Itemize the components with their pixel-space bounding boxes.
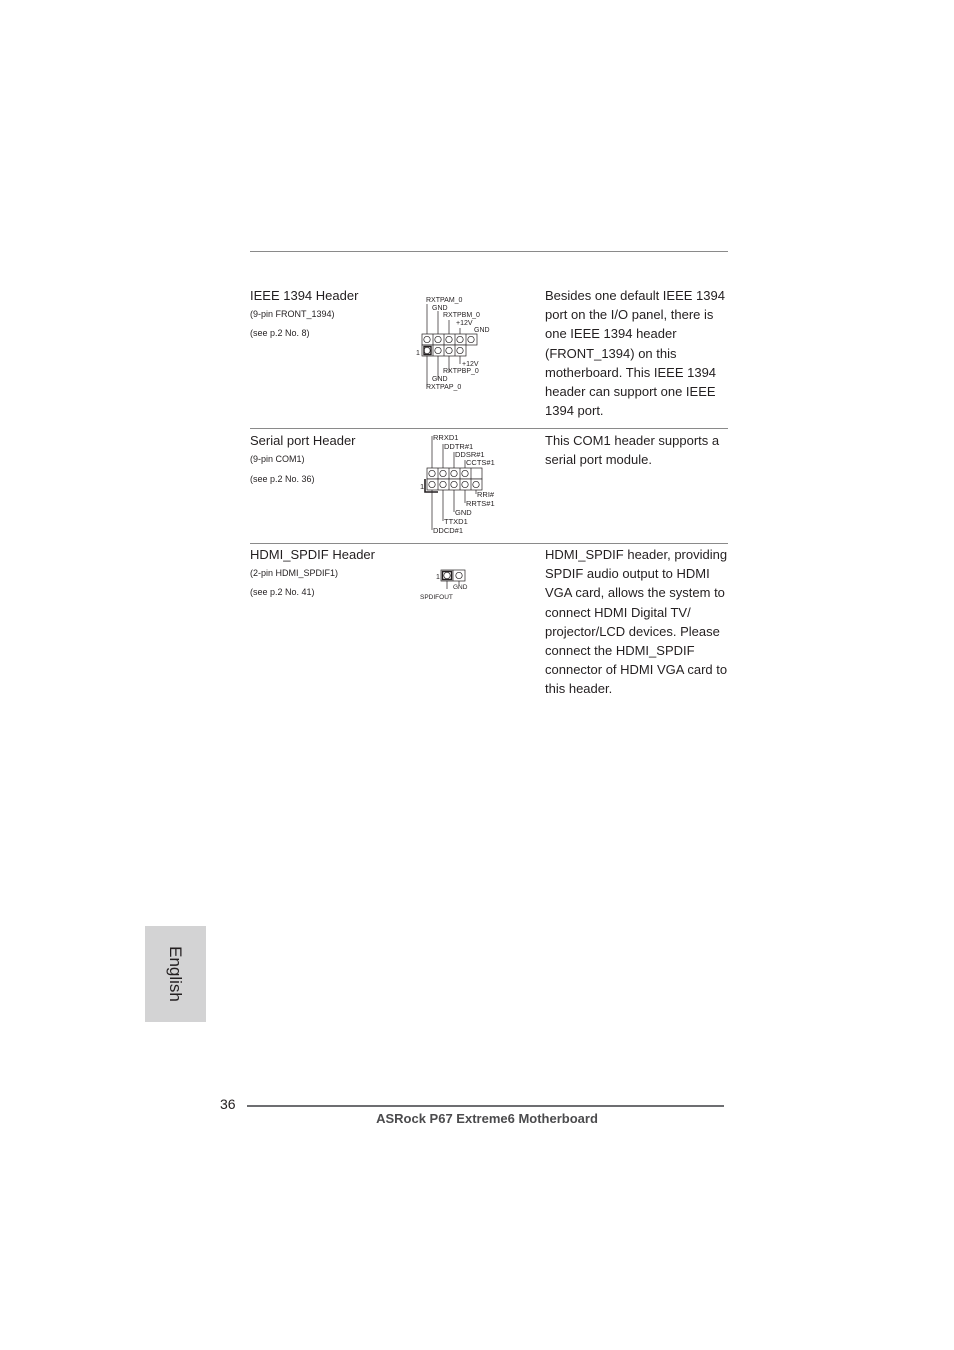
footer-product-name: ASRock P67 Extreme6 Motherboard <box>376 1111 598 1126</box>
ieee1394-label-rxtpbp0: RXTPBP_0 <box>443 368 479 375</box>
serial-label-ddcd1: DDCD#1 <box>433 526 464 535</box>
serial-label-rrxd1: RRXD1 <box>433 433 459 442</box>
serial-label-ccts1: CCTS#1 <box>466 458 495 467</box>
ieee1394-title: IEEE 1394 Header <box>250 288 359 303</box>
ieee1394-label-gnd-right: GND <box>474 327 490 334</box>
serial-pinout-diagram <box>415 430 525 535</box>
hdmi-spdif-reference: (see p.2 No. 41) <box>250 587 315 597</box>
page-number: 36 <box>220 1096 236 1112</box>
hdmi-spdif-pinout-diagram <box>415 565 485 605</box>
serial-title: Serial port Header <box>250 433 356 448</box>
serial-label-rri: RRI# <box>477 490 495 499</box>
ieee1394-label-12v-top: +12V <box>456 320 473 327</box>
section-divider-1 <box>250 428 728 429</box>
serial-reference: (see p.2 No. 36) <box>250 474 315 484</box>
serial-description: This COM1 header supports a serial port module. <box>545 433 720 468</box>
ieee1394-subtitle: (9-pin FRONT_1394) <box>250 309 335 319</box>
ieee1394-description: Besides one default IEEE 1394 port on the I/O panel, there is one IEEE 1394 header (FRONT_1394) on this motherboard. This IEEE 1394 header can support one IEEE 1394 port. <box>545 288 725 419</box>
hdmi-spdif-subtitle: (2-pin HDMI_SPDIF1) <box>250 568 339 578</box>
hdmi-spdif-label-pin1: 1 <box>436 574 440 581</box>
hdmi-spdif-label-spdifout: SPDIFOUT <box>420 594 453 601</box>
top-rule <box>250 251 728 252</box>
serial-label-ttxd1: TTXD1 <box>444 517 468 526</box>
hdmi-spdif-label-gnd: GND <box>453 584 468 591</box>
ieee1394-label-rxtpam0: RXTPAM_0 <box>426 297 463 304</box>
serial-label-ddsr1: DDSR#1 <box>455 450 485 459</box>
ieee1394-label-pin1: 1 <box>416 350 420 357</box>
hdmi-spdif-description: HDMI_SPDIF header, providing SPDIF audio output to HDMI VGA card, allows the system to connect HDMI Digital TV/ projector/LCD devices. Please connect the HDMI_SPDIF connector of HDMI VGA card to this header. <box>545 547 728 697</box>
ieee1394-label-12v-bottom: +12V <box>462 361 479 368</box>
serial-label-rrts1: RRTS#1 <box>466 499 495 508</box>
footer-rule <box>247 1105 724 1107</box>
ieee1394-label-gnd-top: GND <box>432 305 448 312</box>
ieee1394-label-rxtpap0: RXTPAP_0 <box>426 384 462 391</box>
hdmi-spdif-title: HDMI_SPDIF Header <box>250 547 375 562</box>
serial-label-gnd: GND <box>455 508 472 517</box>
section-divider-2 <box>250 543 728 544</box>
serial-label-pin1: 1 <box>420 482 425 491</box>
serial-subtitle: (9-pin COM1) <box>250 454 305 464</box>
language-tab-label: English <box>166 946 185 1002</box>
ieee1394-label-rxtpbm0: RXTPBM_0 <box>443 312 480 319</box>
ieee1394-pinout-diagram <box>410 292 510 392</box>
language-tab <box>145 926 206 1022</box>
ieee1394-label-gnd-bottom: GND <box>432 376 448 383</box>
ieee1394-reference: (see p.2 No. 8) <box>250 328 310 338</box>
serial-label-ddtr1: DDTR#1 <box>444 442 474 451</box>
